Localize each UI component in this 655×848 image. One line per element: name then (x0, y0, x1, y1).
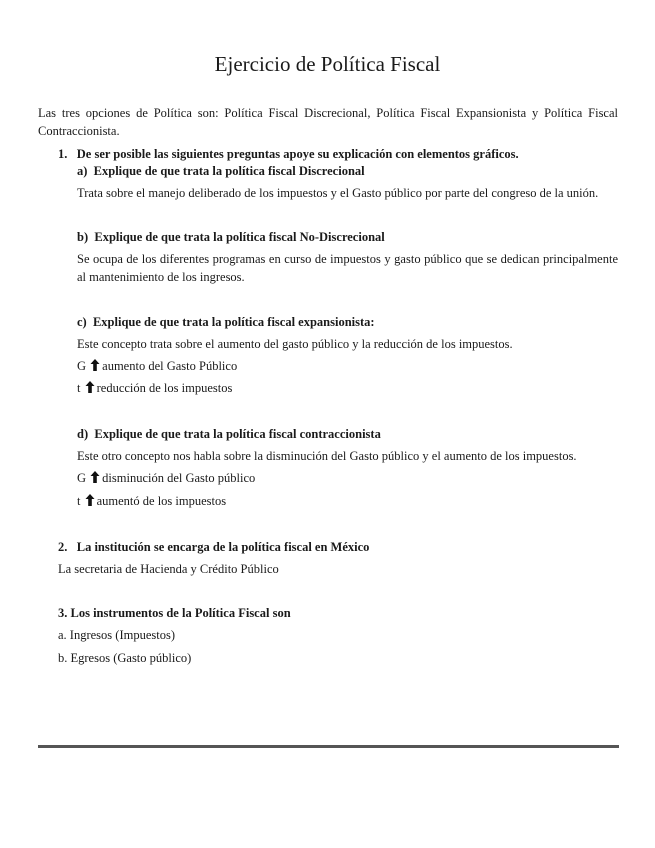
question-2-answer: La secretaria de Hacienda y Crédito Público (58, 562, 279, 576)
question-1c-line-1 (77, 358, 237, 374)
question-1c-title: Explique de que trata la política fiscal expansionista: (92, 315, 375, 329)
question-1c-answer: Este concepto trata sobre el aumento del gasto público y la reducción de los impuestos. (77, 337, 513, 351)
up-arrow-icon (90, 359, 100, 371)
question-2-number: 2. (58, 540, 68, 554)
question-1-number: 1. (58, 147, 68, 161)
question-1a-heading (77, 163, 365, 179)
question-1a-title: Explique de que trata la política fiscal Discrecional (93, 164, 365, 178)
question-1b-letter: b) (77, 230, 89, 244)
question-1d-line-1 (77, 470, 255, 486)
question-1d-title: Explique de que trata la política fiscal contraccionista (94, 427, 381, 441)
question-1d-var-g: G (77, 471, 87, 485)
question-1a-letter: a) (77, 164, 88, 178)
question-1c-line-2 (77, 380, 232, 396)
intro-paragraph: Las tres opciones de Política son: Política Fiscal Discrecional, Política Fiscal Expansionista y Política Fiscal Contraccionista. (38, 106, 618, 138)
question-1c-var-t: t (77, 381, 81, 395)
question-1d-answer: Este otro concepto nos habla sobre la disminución del Gasto público y el aumento de los impuestos. (77, 449, 577, 463)
up-arrow-icon (85, 494, 95, 506)
question-3-heading: 3. Los instrumentos de la Política Fiscal son (58, 606, 291, 620)
question-1c-line-2-text: reducción de los impuestos (96, 381, 233, 395)
question-1c-var-g: G (77, 359, 87, 373)
question-1-text: De ser posible las siguientes preguntas apoye su explicación con elementos gráficos. (76, 147, 519, 161)
up-arrow-icon (85, 381, 95, 393)
question-1c-heading (77, 314, 375, 330)
question-1d-line-1-text: disminución del Gasto público (102, 471, 256, 485)
question-1c-line-1-text: aumento del Gasto Público (102, 359, 238, 373)
question-1b-title: Explique de que trata la política fiscal No-Discrecional (94, 230, 385, 244)
question-1 (58, 146, 519, 162)
question-2-text: La institución se encarga de la política fiscal en México (76, 540, 370, 554)
question-1d-line-2 (77, 493, 226, 509)
question-1b-answer: Se ocupa de los diferentes programas en curso de impuestos y gasto público que se dedican principalmente al mantenimiento de los ingresos. (77, 252, 618, 284)
question-1d-heading (77, 426, 381, 442)
up-arrow-icon (90, 471, 100, 483)
question-3-item-a: a. Ingresos (Impuestos) (58, 628, 175, 642)
question-1b-heading (77, 229, 385, 245)
document-title: Ejercicio de Política Fiscal (214, 52, 441, 76)
question-1d-var-t: t (77, 494, 81, 508)
question-1a-answer: Trata sobre el manejo deliberado de los impuestos y el Gasto público por parte del congreso de la unión. (77, 186, 599, 200)
question-1c-letter: c) (77, 315, 87, 329)
question-1d-line-2-text: aumentó de los impuestos (96, 494, 227, 508)
page-divider (38, 745, 619, 748)
question-1d-letter: d) (77, 427, 89, 441)
question-3-item-b: b. Egresos (Gasto público) (58, 651, 192, 665)
question-2 (58, 539, 369, 555)
